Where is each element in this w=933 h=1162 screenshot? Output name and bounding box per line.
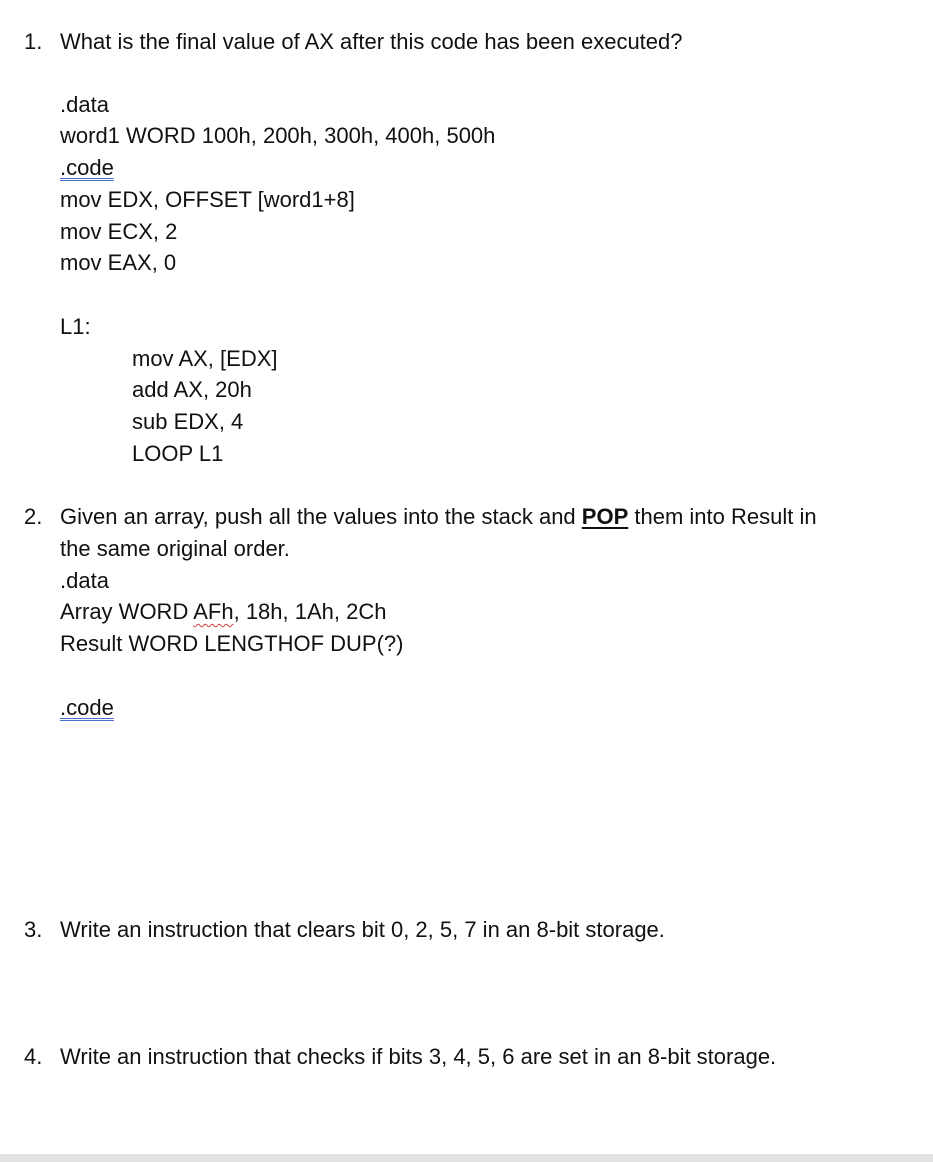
q1-number: 1. (24, 29, 43, 54)
q2-question-pre: Given an array, push all the values into the stack and (60, 504, 582, 529)
q3-number: 3. (24, 917, 43, 942)
q2-number: 2. (24, 504, 43, 529)
q1-code-line: mov EAX, 0 (60, 250, 177, 275)
q1-code-line: .data (60, 92, 109, 117)
q2-question (60, 504, 817, 530)
q2-code-label: .code (60, 695, 114, 720)
q2-array-misspelled: AFh (193, 599, 234, 624)
page-bottom-bar (0, 1154, 933, 1162)
q2-question-emphasis: POP (581, 504, 629, 529)
q1-code-line: mov ECX, 2 (60, 219, 178, 244)
q1-loop-line: LOOP L1 (132, 441, 224, 466)
q2-question-line2: the same original order. (60, 536, 290, 561)
q1-loop-line: sub EDX, 4 (132, 409, 244, 434)
q4-number: 4. (24, 1044, 43, 1069)
q4-question: Write an instruction that checks if bits 3, 4, 5, 6 are set in an 8-bit storage. (60, 1044, 777, 1069)
q2-question-post: them into Result in (628, 504, 817, 529)
q3-question: Write an instruction that clears bit 0, 2, 5, 7 in an 8-bit storage. (60, 917, 665, 942)
q2-array-line (60, 599, 386, 625)
q1-code-line: mov EDX, OFFSET [word1+8] (60, 187, 355, 212)
q2-array-post: , 18h, 1Ah, 2Ch (233, 599, 387, 624)
q1-code-line: word1 WORD 100h, 200h, 300h, 400h, 500h (60, 123, 496, 148)
q2-result-line: Result WORD LENGTHOF DUP(?) (60, 631, 404, 656)
q1-question: What is the final value of AX after this code has been executed? (60, 29, 683, 54)
q1-loop-label: L1: (60, 314, 91, 339)
q1-loop-line: add AX, 20h (132, 377, 252, 402)
q2-array-pre: Array WORD (60, 599, 194, 624)
q1-loop-line: mov AX, [EDX] (132, 346, 278, 371)
q2-data-label: .data (60, 568, 109, 593)
q1-code-line: .code (60, 155, 114, 180)
